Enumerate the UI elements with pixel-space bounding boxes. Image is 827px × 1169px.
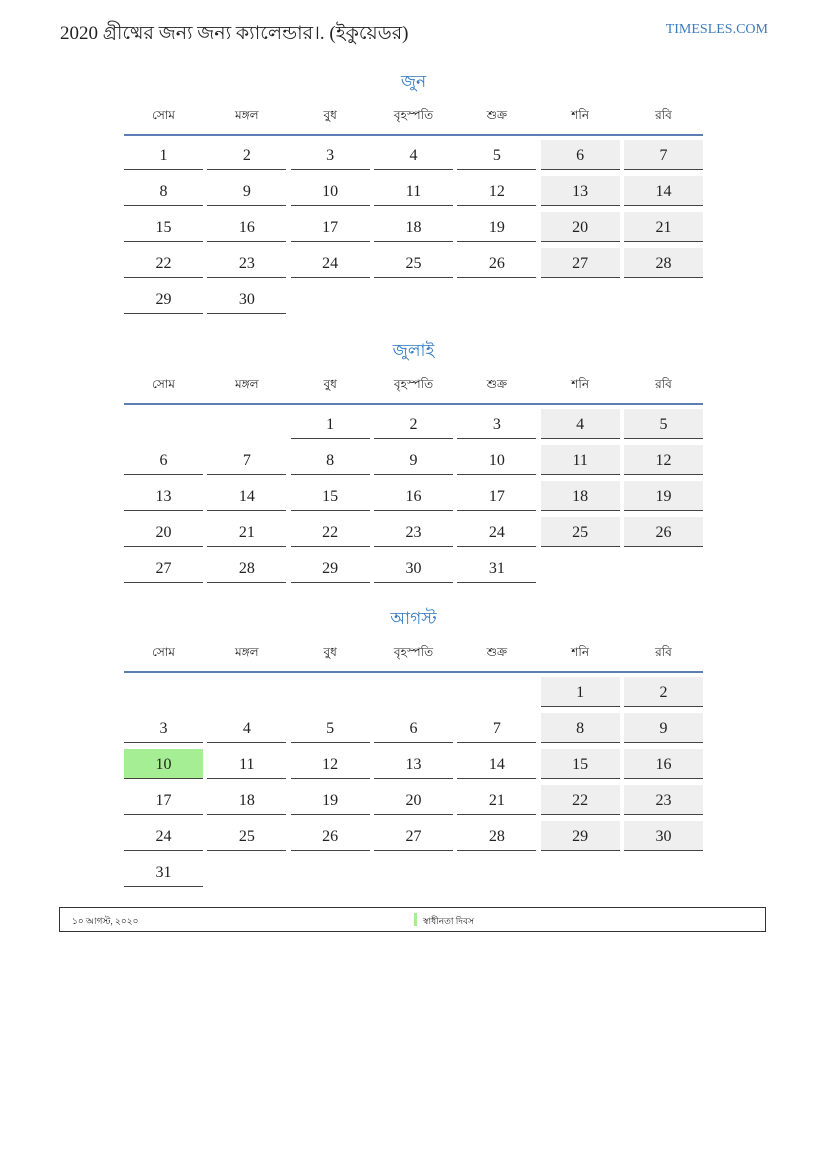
days-grid — [124, 409, 703, 589]
weekday-header-row — [124, 369, 703, 403]
day-cell: 22 — [541, 785, 620, 815]
day-cell: 24 — [457, 517, 536, 547]
day-cell: 29 — [124, 284, 203, 314]
day-cell: 19 — [624, 481, 703, 511]
day-cell: 23 — [624, 785, 703, 815]
weekday-label: বৃহস্পতি — [393, 108, 434, 122]
empty-cell — [124, 409, 203, 439]
weekday-label: বৃহস্পতি — [393, 377, 434, 391]
day-cell: 15 — [124, 212, 203, 242]
day-cell: 9 — [624, 713, 703, 743]
day-cell: 26 — [457, 248, 536, 278]
day-cell: 28 — [207, 553, 286, 583]
empty-cell — [457, 677, 536, 707]
weekday-label: রবি — [655, 108, 672, 122]
day-cell: 1 — [291, 409, 370, 439]
day-cell: 23 — [374, 517, 453, 547]
day-cell: 18 — [541, 481, 620, 511]
weekday-header-row — [124, 100, 703, 134]
day-cell: 21 — [624, 212, 703, 242]
day-cell: 25 — [374, 248, 453, 278]
day-cell: 3 — [124, 713, 203, 743]
day-cell: 21 — [207, 517, 286, 547]
day-cell: 20 — [541, 212, 620, 242]
weekday-label: শনি — [571, 108, 589, 122]
day-cell: 22 — [124, 248, 203, 278]
day-cell: 11 — [541, 445, 620, 475]
days-grid — [124, 140, 703, 320]
weekday-label: শনি — [571, 645, 589, 659]
day-cell: 10 — [457, 445, 536, 475]
day-cell: 20 — [124, 517, 203, 547]
day-cell: 15 — [291, 481, 370, 511]
weekday-header-row — [124, 637, 703, 671]
day-cell: 4 — [207, 713, 286, 743]
days-grid — [124, 677, 703, 893]
day-cell: 29 — [541, 821, 620, 851]
day-cell: 30 — [207, 284, 286, 314]
day-cell: 21 — [457, 785, 536, 815]
day-cell: 5 — [624, 409, 703, 439]
day-cell: 13 — [541, 176, 620, 206]
weekday-label: বুধ — [323, 108, 337, 122]
day-cell: 8 — [291, 445, 370, 475]
month-title: জুলাই — [392, 341, 435, 360]
day-cell: 18 — [374, 212, 453, 242]
weekday-label: মঙ্গল — [235, 108, 259, 122]
month-august — [124, 607, 703, 893]
day-cell: 14 — [207, 481, 286, 511]
weekday-label: বুধ — [323, 377, 337, 391]
holiday-color-marker — [414, 913, 417, 926]
empty-cell — [124, 677, 203, 707]
day-cell: 23 — [207, 248, 286, 278]
page-title: 2020 গ্রীষ্মের জন্য জন্য ক্যালেন্ডার।. (ইকুয়েডর) — [60, 23, 409, 44]
day-cell: 1 — [124, 140, 203, 170]
day-cell: 30 — [624, 821, 703, 851]
month-july — [124, 339, 703, 589]
day-cell: 24 — [291, 248, 370, 278]
day-cell: 31 — [124, 857, 203, 887]
day-cell: 9 — [374, 445, 453, 475]
day-cell: 2 — [207, 140, 286, 170]
day-cell: 7 — [207, 445, 286, 475]
day-cell: 8 — [541, 713, 620, 743]
day-cell: 18 — [207, 785, 286, 815]
holiday-name: স্বাধীনতা দিবস — [423, 916, 474, 926]
empty-cell — [374, 677, 453, 707]
day-cell: 31 — [457, 553, 536, 583]
day-cell: 14 — [457, 749, 536, 779]
weekday-label: শনি — [571, 377, 589, 391]
day-cell: 12 — [291, 749, 370, 779]
day-cell: 27 — [374, 821, 453, 851]
day-cell: 17 — [291, 212, 370, 242]
holiday-date: ১০ আগস্ট, ২০২০ — [72, 916, 139, 926]
weekday-label: সোম — [152, 645, 175, 659]
weekday-label: সোম — [152, 377, 175, 391]
day-cell: 19 — [457, 212, 536, 242]
holiday-list — [59, 907, 766, 932]
day-cell: 3 — [291, 140, 370, 170]
day-cell: 5 — [457, 140, 536, 170]
day-cell: 26 — [291, 821, 370, 851]
day-cell: 27 — [541, 248, 620, 278]
month-june — [124, 70, 703, 320]
day-cell: 11 — [207, 749, 286, 779]
day-cell: 17 — [457, 481, 536, 511]
day-cell: 26 — [624, 517, 703, 547]
header-divider — [124, 134, 703, 136]
weekday-label: বুধ — [323, 645, 337, 659]
weekday-label: রবি — [655, 645, 672, 659]
weekday-label: শুক্র — [486, 108, 507, 122]
weekday-label: রবি — [655, 377, 672, 391]
day-cell: 24 — [124, 821, 203, 851]
day-cell: 16 — [624, 749, 703, 779]
day-cell: 28 — [624, 248, 703, 278]
weekday-label: শুক্র — [486, 377, 507, 391]
day-cell: 27 — [124, 553, 203, 583]
day-cell: 9 — [207, 176, 286, 206]
day-cell: 7 — [624, 140, 703, 170]
day-cell: 2 — [374, 409, 453, 439]
month-title: জুন — [400, 72, 427, 91]
site-link[interactable]: TIMESLES.COM — [665, 22, 768, 37]
day-cell: 4 — [541, 409, 620, 439]
day-cell: 22 — [291, 517, 370, 547]
month-title: আগস্ট — [390, 609, 437, 628]
day-cell: 15 — [541, 749, 620, 779]
day-cell: 10 — [291, 176, 370, 206]
empty-cell — [207, 409, 286, 439]
day-cell: 7 — [457, 713, 536, 743]
day-cell: 6 — [374, 713, 453, 743]
day-cell: 20 — [374, 785, 453, 815]
weekday-label: শুক্র — [486, 645, 507, 659]
day-cell-holiday: 10 — [124, 749, 203, 779]
day-cell: 25 — [541, 517, 620, 547]
empty-cell — [291, 677, 370, 707]
day-cell: 19 — [291, 785, 370, 815]
day-cell: 12 — [457, 176, 536, 206]
day-cell: 29 — [291, 553, 370, 583]
weekday-label: মঙ্গল — [235, 645, 259, 659]
day-cell: 6 — [541, 140, 620, 170]
day-cell: 16 — [374, 481, 453, 511]
day-cell: 4 — [374, 140, 453, 170]
day-cell: 30 — [374, 553, 453, 583]
day-cell: 5 — [291, 713, 370, 743]
day-cell: 3 — [457, 409, 536, 439]
day-cell: 16 — [207, 212, 286, 242]
day-cell: 8 — [124, 176, 203, 206]
header-divider — [124, 403, 703, 405]
weekday-label: মঙ্গল — [235, 377, 259, 391]
day-cell: 12 — [624, 445, 703, 475]
weekday-label: বৃহস্পতি — [393, 645, 434, 659]
day-cell: 13 — [124, 481, 203, 511]
day-cell: 2 — [624, 677, 703, 707]
day-cell: 25 — [207, 821, 286, 851]
day-cell: 13 — [374, 749, 453, 779]
day-cell: 17 — [124, 785, 203, 815]
weekday-label: সোম — [152, 108, 175, 122]
header-divider — [124, 671, 703, 673]
day-cell: 6 — [124, 445, 203, 475]
day-cell: 28 — [457, 821, 536, 851]
day-cell: 1 — [541, 677, 620, 707]
day-cell: 11 — [374, 176, 453, 206]
day-cell: 14 — [624, 176, 703, 206]
empty-cell — [207, 677, 286, 707]
